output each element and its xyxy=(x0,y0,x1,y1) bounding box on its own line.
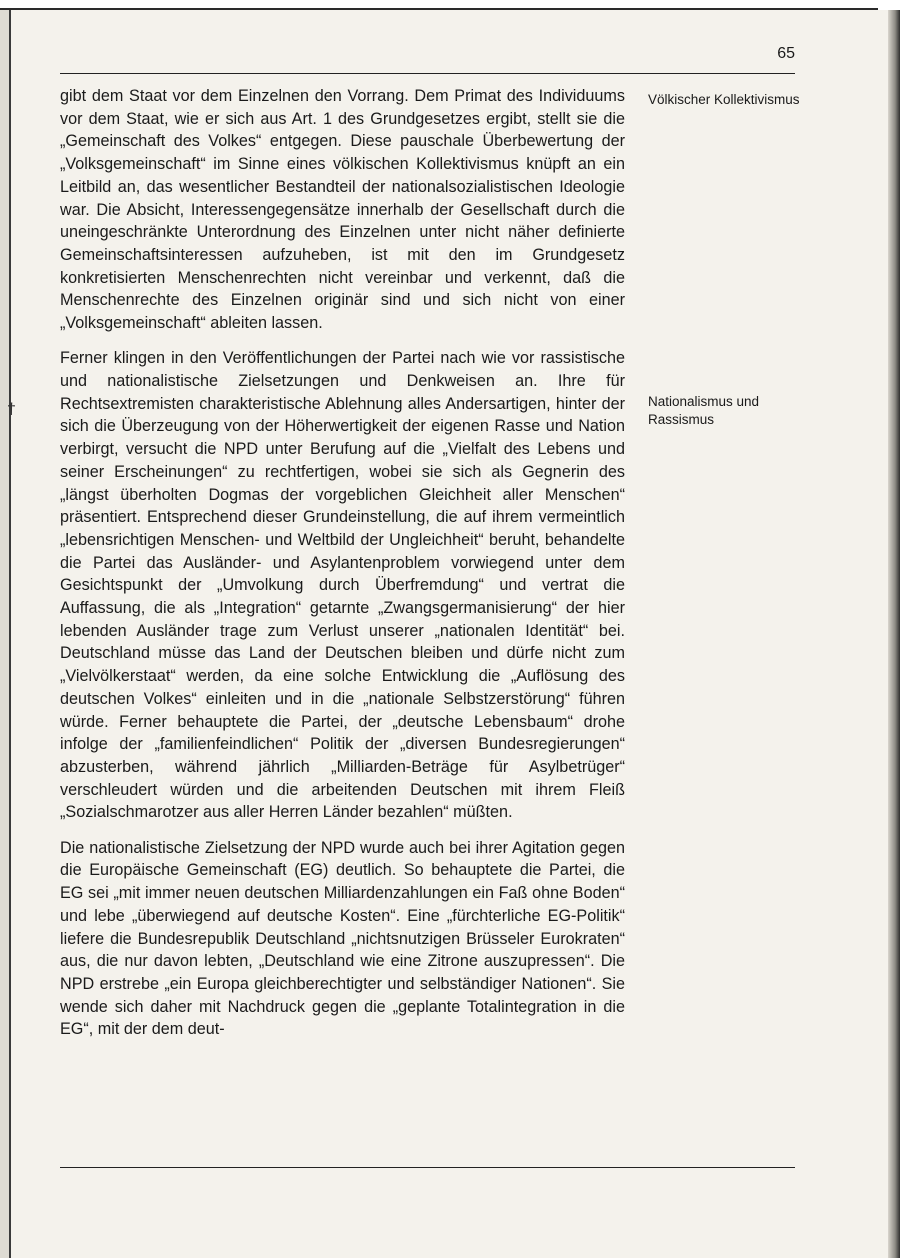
margin-note-voelkischer-kollektivismus: Völkischer Kollektivismus xyxy=(648,92,800,107)
paragraph: Ferner klingen in den Veröffentlichungen der Partei nach wie vor rassistische und nationalistische Zielsetzungen und Denkweisen an. Ihre für Rechtsextremisten charakteristische Ablehnung alles Andersartigen, hinter der sich die Überzeugung von der Höherwertigkeit der eigenen Rasse und Nation verbirgt, versucht die NPD unter Berufung auf die „Vielfalt des Lebens und seiner Erscheinungen“ zu rechtfertigen, wobei sie sich als Gegnerin des „längst überholten Dogmas der vorgeblichen Gleichheit aller Menschen“ präsentiert. Entsprechend dieser Grundeinstellung, die auf ihrem vermeintlich „lebensrichtigen Menschen- und Weltbild der Ungleichheit“ beruht, behandelte die Partei das Ausländer- und Asylantenproblem vorwiegend unter dem Gesichtspunkt der „Umvolkung durch Überfremdung“ und vertrat die Auffassung, die als „Integration“ getarnte „Zwangsgermanisierung“ der hier lebenden Ausländer trage zum Verlust unserer „nationalen Identität“ bei. Deutschland müsse das Land der Deutschen bleiben und dürfe nicht zum „Vielvölkerstaat“ werden, da eine solche Entwicklung die „Auflösung des deutschen Volkes“ einleiten und in die „nationale Selbstzerstörung“ führen würde. Ferner behauptete die Partei, der „deutsche Lebensbaum“ drohe infolge der „familienfeindlichen“ Politik der „diversen Bundesregierungen“ abzusterben, während jährlich „Milliarden-Beträge für Asylbetrüger“ verschleudert würden und die arbeitenden Deutschen mit ihrem Fleiß „Sozialschmarotzer aus aller Herren Länder bezahlen“ müßten. xyxy=(60,349,625,822)
binding-mark: † xyxy=(7,401,16,418)
page-number: 65 xyxy=(777,45,795,62)
scan-top-line xyxy=(0,8,878,10)
header-rule xyxy=(60,73,795,74)
paragraph: gibt dem Staat vor dem Einzelnen den Vorrang. Dem Primat des Individuums vor dem Staat, wie er sich aus Art. 1 des Grundgesetzes ergibt, stellt sie die „Gemeinschaft des Volkes“ entgegen. Diese pauschale Überbewertung der „Volksgemeinschaft“ im Sinne eines völkischen Kollektivismus knüpft an ein Leitbild an, das wesentlicher Bestandteil der nationalsozialistischen Ideologie war. Die Absicht, Interessengegensätze innerhalb der Gesellschaft durch die uneingeschränkte Unterordnung des Einzelnen unter nicht näher definierte Gemeinschaftsinteressen aufzuheben, ist mit den im Grundgesetz konkretisierten Menschenrechten nicht vereinbar und verkennt, daß die Menschenrechte des Einzelnen originär sind und sich nicht von einer „Volksgemeinschaft“ ableiten lassen. xyxy=(60,87,625,333)
scan-left-edge xyxy=(0,10,11,1258)
margin-note-nationalismus-und-rassismus: Nationalismus und Rassismus xyxy=(648,394,760,427)
footer-rule xyxy=(60,1167,795,1168)
scan-right-edge xyxy=(888,10,900,1258)
paragraph: Die nationalistische Zielsetzung der NPD wurde auch bei ihrer Agitation gegen die Europäische Gemeinschaft (EG) deutlich. So behauptete die Partei, die EG sei „mit immer neuen deutschen Milliardenzahlungen ein Faß ohne Boden“ und lebe „überwiegend auf deutsche Kosten“. Eine „fürchterliche EG-Politik“ liefere die Bundesrepublik Deutschland „nichtsnutzigen Brüsseler Eurokraten“ aus, die nur davon lebten, „Deutschland wie eine Zitrone auszupressen“. Die NPD erstrebe „ein Europa gleichberechtigter und selbständiger Nationen“. Sie wende sich daher mit Nachdruck gegen die „geplante Totalintegration in die EG“, mit der dem deut- xyxy=(60,838,625,1039)
main-text-column xyxy=(60,85,625,1041)
